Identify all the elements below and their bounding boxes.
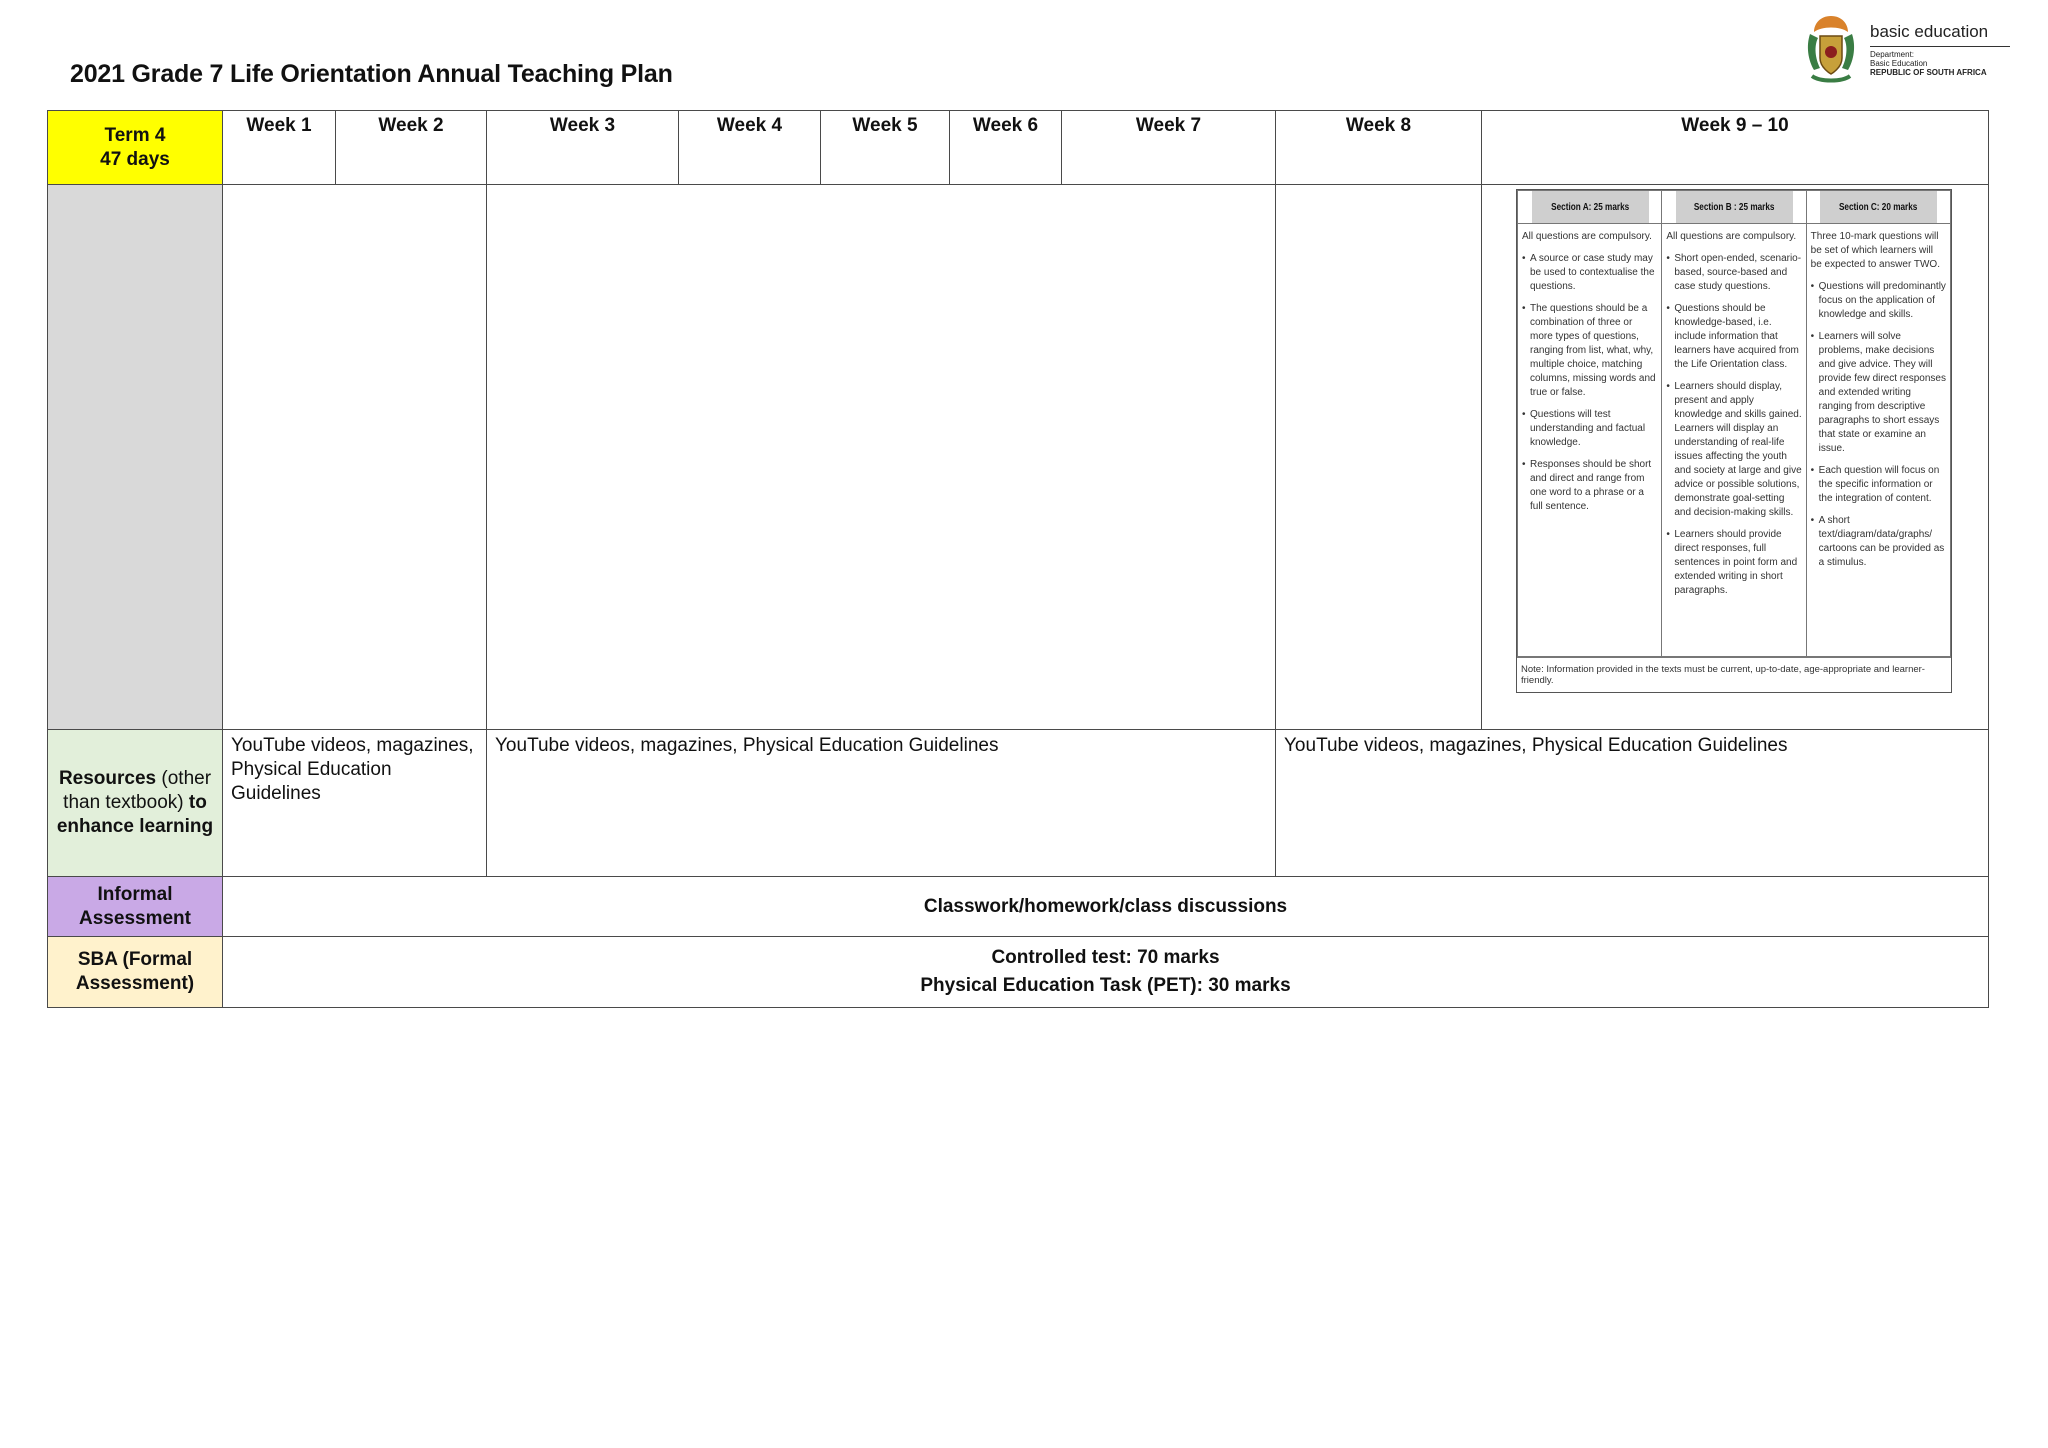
sba-label: SBA (Formal Assessment) bbox=[48, 937, 223, 1008]
week-header: Week 5 bbox=[821, 111, 950, 185]
resources-label bbox=[48, 730, 223, 877]
week-header: Week 4 bbox=[679, 111, 821, 185]
exam-structure-note: Note: Information provided in the texts must be current, up-to-date, age-appropriate and learner-friendly. bbox=[1517, 657, 1951, 692]
week-header: Week 7 bbox=[1062, 111, 1276, 185]
section-b-heading: Section B : 25 marks bbox=[1675, 191, 1793, 224]
logo-line-1: Department: bbox=[1870, 50, 1915, 59]
section-a-bullet: • A source or case study may be used to contextualise the questions. bbox=[1522, 252, 1657, 294]
section-a-bullet: • Questions will test understanding and factual knowledge. bbox=[1522, 408, 1657, 450]
section-c-bullet: • Learners will solve problems, make decisions and give advice. They will provide few direct responses and extended writing ranging from descriptive paragraphs to short essays that state or examine an issue. bbox=[1811, 330, 1946, 456]
week-header: Week 3 bbox=[487, 111, 679, 185]
section-b-bullet: • Questions should be knowledge-based, i.e. include information that learners have acquired from the Life Orientation class. bbox=[1666, 302, 1801, 372]
informal-assessment-label: Informal Assessment bbox=[48, 877, 223, 937]
content-row bbox=[48, 185, 1989, 730]
section-b-body bbox=[1662, 224, 1806, 657]
section-c-bullet: • A short text/diagram/data/graphs/ cartoons can be provided as a stimulus. bbox=[1811, 514, 1946, 570]
section-a-bullet: • Responses should be short and direct and range from one word to a phrase or a full sentence. bbox=[1522, 458, 1657, 514]
section-b-bullet: • Learners should provide direct responses, full sentences in point form and extended writing in short paragraphs. bbox=[1666, 528, 1801, 598]
informal-assessment-row bbox=[48, 877, 1989, 937]
content-weeks-1-2 bbox=[223, 185, 487, 730]
section-c-bullet: • Each question will focus on the specific information or the integration of content. bbox=[1811, 464, 1946, 506]
section-a-intro: All questions are compulsory. bbox=[1522, 231, 1652, 242]
section-a-heading: Section A: 25 marks bbox=[1530, 191, 1648, 224]
week-header: Week 9 – 10 bbox=[1482, 111, 1989, 185]
exam-structure-image bbox=[1516, 189, 1952, 693]
section-c-body bbox=[1806, 224, 1950, 657]
coat-of-arms-icon bbox=[1800, 12, 1862, 86]
section-a-bullet: • The questions should be a combination of three or more types of questions, ranging from list, what, why, multiple choice, matching columns, missing words and true or false. bbox=[1522, 302, 1657, 400]
header-row bbox=[48, 111, 1989, 185]
section-b-bullet: • Short open-ended, scenario-based, source-based and case study questions. bbox=[1666, 252, 1801, 294]
informal-assessment-text: Classwork/homework/class discussions bbox=[223, 877, 1989, 937]
week-header: Week 2 bbox=[336, 111, 487, 185]
teaching-plan-table bbox=[47, 110, 1989, 1008]
logo-divider bbox=[1870, 46, 2010, 47]
term-days: 47 days bbox=[100, 148, 170, 170]
resources-weeks-3-7: YouTube videos, magazines, Physical Education Guidelines bbox=[487, 730, 1276, 877]
resources-weeks-1-2: YouTube videos, magazines, Physical Education Guidelines bbox=[223, 730, 487, 877]
row-label-empty bbox=[48, 185, 223, 730]
logo-line-3: REPUBLIC OF SOUTH AFRICA bbox=[1870, 68, 1987, 77]
sba-controlled-test: Controlled test: 70 marks bbox=[991, 947, 1220, 968]
term-cell bbox=[48, 111, 223, 185]
section-c-intro: Three 10-mark questions will be set of which learners will be expected to answer TWO. bbox=[1810, 231, 1940, 270]
content-weeks-3-7 bbox=[487, 185, 1276, 730]
week-header: Week 8 bbox=[1276, 111, 1482, 185]
section-b-bullet: • Learners should display, present and apply knowledge and skills gained. Learners will display an understanding of real-life issues affecting the youth and society at large and give advice or possible solutions, demonstrate goal-setting and decision-making skills. bbox=[1666, 380, 1801, 520]
resources-label-bold-1: Resources bbox=[58, 768, 157, 789]
logo-brand: basic education bbox=[1870, 22, 1989, 41]
resources-label-normal: (other than textbook) bbox=[63, 768, 212, 813]
term-name: Term 4 bbox=[104, 124, 166, 146]
sba-pet: Physical Education Task (PET): 30 marks bbox=[920, 975, 1291, 996]
week-header: Week 6 bbox=[950, 111, 1062, 185]
section-a-body bbox=[1518, 224, 1662, 657]
department-logo bbox=[1800, 12, 2020, 88]
section-c-bullet: • Questions will predominantly focus on the application of knowledge and skills. bbox=[1811, 280, 1946, 322]
content-weeks-9-10 bbox=[1482, 185, 1989, 730]
page-title: 2021 Grade 7 Life Orientation Annual Teaching Plan bbox=[70, 60, 673, 88]
resources-label-bold-2: to enhance learning bbox=[56, 792, 214, 837]
section-b-intro: All questions are compulsory. bbox=[1666, 231, 1797, 242]
section-c-heading: Section C: 20 marks bbox=[1819, 191, 1937, 224]
sba-text bbox=[223, 937, 1989, 1008]
week-header: Week 1 bbox=[223, 111, 336, 185]
resources-weeks-8-10: YouTube videos, magazines, Physical Education Guidelines bbox=[1276, 730, 1989, 877]
content-week-8 bbox=[1276, 185, 1482, 730]
sba-row bbox=[48, 937, 1989, 1008]
logo-line-2: Basic Education bbox=[1870, 59, 1928, 68]
resources-row bbox=[48, 730, 1989, 877]
